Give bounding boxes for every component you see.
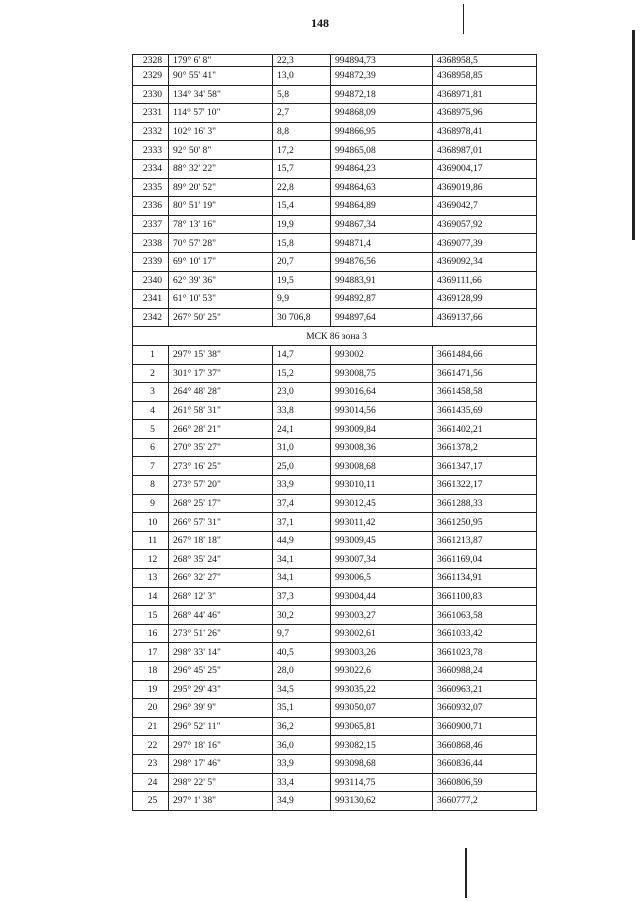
table-row [133, 122, 537, 141]
distance-cell: 15,2 [273, 364, 331, 383]
coord-y-cell: 3661033,42 [433, 624, 537, 643]
distance-cell: 15,7 [273, 159, 331, 178]
point-number-cell: 2337 [133, 215, 169, 234]
table-row [133, 141, 537, 160]
table-row [133, 197, 537, 216]
coord-y-cell: 3661322,17 [433, 476, 537, 495]
point-number-cell: 2334 [133, 159, 169, 178]
distance-cell: 20,7 [273, 252, 331, 271]
coordinates-table [132, 54, 537, 811]
table-row [133, 587, 537, 606]
coord-y-cell: 3661023,78 [433, 643, 537, 662]
coord-x-cell: 993016,64 [331, 383, 433, 402]
coord-y-cell: 3661288,33 [433, 494, 537, 513]
point-number-cell: 12 [133, 550, 169, 569]
distance-cell: 36,2 [273, 717, 331, 736]
distance-cell: 25,0 [273, 457, 331, 476]
coord-x-cell: 993009,45 [331, 531, 433, 550]
distance-cell: 33,4 [273, 773, 331, 792]
coord-x-cell: 993114,75 [331, 773, 433, 792]
bearing-cell: 266° 32' 27" [169, 569, 273, 588]
coord-x-cell: 994892,87 [331, 290, 433, 309]
bearing-cell: 90° 55' 41" [169, 67, 273, 86]
bearing-cell: 298° 22' 5" [169, 773, 273, 792]
point-number-cell: 2339 [133, 252, 169, 271]
coord-y-cell: 4369092,34 [433, 252, 537, 271]
coord-x-cell: 994897,64 [331, 308, 433, 327]
coord-x-cell: 993003,26 [331, 643, 433, 662]
distance-cell: 37,3 [273, 587, 331, 606]
bearing-cell: 268° 44' 46" [169, 606, 273, 625]
bearing-cell: 268° 35' 24" [169, 550, 273, 569]
coord-x-cell: 993008,36 [331, 438, 433, 457]
point-number-cell: 23 [133, 754, 169, 773]
coord-y-cell: 3660868,46 [433, 736, 537, 755]
distance-cell: 34,5 [273, 680, 331, 699]
point-number-cell: 17 [133, 643, 169, 662]
bearing-cell: 268° 25' 17" [169, 494, 273, 513]
point-number-cell: 20 [133, 699, 169, 718]
table-row [133, 159, 537, 178]
distance-cell: 30 706,8 [273, 308, 331, 327]
distance-cell: 9,9 [273, 290, 331, 309]
distance-cell: 33,8 [273, 401, 331, 420]
table-row [133, 773, 537, 792]
table-row [133, 550, 537, 569]
bearing-cell: 268° 12' 3" [169, 587, 273, 606]
distance-cell: 24,1 [273, 420, 331, 439]
point-number-cell: 2342 [133, 308, 169, 327]
coord-x-cell: 994864,89 [331, 197, 433, 216]
coord-y-cell: 4368987,01 [433, 141, 537, 160]
distance-cell: 35,1 [273, 699, 331, 718]
bearing-cell: 270° 35' 27" [169, 438, 273, 457]
distance-cell: 19,9 [273, 215, 331, 234]
bearing-cell: 134° 34' 58" [169, 85, 273, 104]
bearing-cell: 298° 33' 14" [169, 643, 273, 662]
coord-x-cell: 993006,5 [331, 569, 433, 588]
scan-mark-top-right [463, 4, 464, 34]
coord-x-cell: 993010,11 [331, 476, 433, 495]
distance-cell: 14,7 [273, 345, 331, 364]
scan-mark-bottom [465, 848, 467, 898]
point-number-cell: 24 [133, 773, 169, 792]
table-row [133, 271, 537, 290]
table-row [133, 662, 537, 681]
table-row [133, 252, 537, 271]
coord-y-cell: 4369004,17 [433, 159, 537, 178]
coord-x-cell: 993035,22 [331, 680, 433, 699]
bearing-cell: 297° 18' 16" [169, 736, 273, 755]
bearing-cell: 264° 48' 28" [169, 383, 273, 402]
coord-x-cell: 994868,09 [331, 104, 433, 123]
coord-y-cell: 3660932,07 [433, 699, 537, 718]
bearing-cell: 296° 39' 9" [169, 699, 273, 718]
coord-x-cell: 993012,45 [331, 494, 433, 513]
coord-x-cell: 993008,75 [331, 364, 433, 383]
point-number-cell: 15 [133, 606, 169, 625]
point-number-cell: 19 [133, 680, 169, 699]
point-number-cell: 25 [133, 792, 169, 811]
distance-cell: 37,1 [273, 513, 331, 532]
bearing-cell: 261° 58' 31" [169, 401, 273, 420]
coord-x-cell: 994866,95 [331, 122, 433, 141]
distance-cell: 30,2 [273, 606, 331, 625]
table-row [133, 401, 537, 420]
point-number-cell: 2333 [133, 141, 169, 160]
distance-cell: 15,8 [273, 234, 331, 253]
point-number-cell: 7 [133, 457, 169, 476]
coord-y-cell: 3661169,04 [433, 550, 537, 569]
table-row [133, 234, 537, 253]
point-number-cell: 16 [133, 624, 169, 643]
bearing-cell: 273° 16' 25" [169, 457, 273, 476]
coord-x-cell: 993011,42 [331, 513, 433, 532]
coord-y-cell: 4369057,92 [433, 215, 537, 234]
coord-x-cell: 993050,07 [331, 699, 433, 718]
table-row [133, 494, 537, 513]
table-row [133, 792, 537, 811]
point-number-cell: 14 [133, 587, 169, 606]
bearing-cell: 69° 10' 17" [169, 252, 273, 271]
table-row [133, 383, 537, 402]
bearing-cell: 88° 32' 22" [169, 159, 273, 178]
distance-cell: 5,8 [273, 85, 331, 104]
coord-y-cell: 3661484,66 [433, 345, 537, 364]
distance-cell: 13,0 [273, 67, 331, 86]
bearing-cell: 62° 39' 36" [169, 271, 273, 290]
bearing-cell: 297° 1' 38" [169, 792, 273, 811]
table-row [133, 457, 537, 476]
table-row [133, 513, 537, 532]
coord-y-cell: 3661250,95 [433, 513, 537, 532]
point-number-cell: 5 [133, 420, 169, 439]
distance-cell: 23,0 [273, 383, 331, 402]
bearing-cell: 80° 51' 19" [169, 197, 273, 216]
coord-y-cell: 4369128,99 [433, 290, 537, 309]
coord-x-cell: 993002 [331, 345, 433, 364]
point-number-cell: 18 [133, 662, 169, 681]
point-number-cell: 2341 [133, 290, 169, 309]
coord-x-cell: 993008,68 [331, 457, 433, 476]
table-row [133, 85, 537, 104]
distance-cell: 37,4 [273, 494, 331, 513]
coord-x-cell: 993009,84 [331, 420, 433, 439]
table-row [133, 531, 537, 550]
coord-y-cell: 4368971,81 [433, 85, 537, 104]
coord-y-cell: 3660900,71 [433, 717, 537, 736]
bearing-cell: 78° 13' 16" [169, 215, 273, 234]
coord-y-cell: 4369137,66 [433, 308, 537, 327]
coord-y-cell: 4369042,7 [433, 197, 537, 216]
point-number-cell: 13 [133, 569, 169, 588]
coord-y-cell: 3661402,21 [433, 420, 537, 439]
coord-x-cell: 993022,6 [331, 662, 433, 681]
distance-cell: 17,2 [273, 141, 331, 160]
point-number-cell: 8 [133, 476, 169, 495]
page-number: 148 [311, 16, 329, 30]
table-row [133, 624, 537, 643]
bearing-cell: 267° 18' 18" [169, 531, 273, 550]
coord-x-cell: 993130,62 [331, 792, 433, 811]
point-number-cell: 2 [133, 364, 169, 383]
coord-y-cell: 4369019,86 [433, 178, 537, 197]
coord-x-cell: 994864,23 [331, 159, 433, 178]
distance-cell: 9,7 [273, 624, 331, 643]
point-number-cell: 9 [133, 494, 169, 513]
point-number-cell: 22 [133, 736, 169, 755]
bearing-cell: 301° 17' 37" [169, 364, 273, 383]
coord-x-cell: 993002,61 [331, 624, 433, 643]
distance-cell: 44,9 [273, 531, 331, 550]
table-row [133, 104, 537, 123]
coord-y-cell: 4368958,85 [433, 67, 537, 86]
point-number-cell: 2330 [133, 85, 169, 104]
table-row [133, 569, 537, 588]
coord-y-cell: 3661458,58 [433, 383, 537, 402]
bearing-cell: 298° 17' 46" [169, 754, 273, 773]
table-row [133, 215, 537, 234]
table-row [133, 55, 537, 67]
table-row [133, 717, 537, 736]
table-row [133, 364, 537, 383]
point-number-cell: 2335 [133, 178, 169, 197]
distance-cell: 15,4 [273, 197, 331, 216]
coord-y-cell: 4368975,96 [433, 104, 537, 123]
table-row [133, 476, 537, 495]
coord-x-cell: 994872,18 [331, 85, 433, 104]
coord-x-cell: 994865,08 [331, 141, 433, 160]
distance-cell: 40,5 [273, 643, 331, 662]
coord-x-cell: 993003,27 [331, 606, 433, 625]
coord-y-cell: 3660988,24 [433, 662, 537, 681]
coord-x-cell: 993082,15 [331, 736, 433, 755]
bearing-cell: 267° 50' 25" [169, 308, 273, 327]
zone-label: МСК 86 зона 3 [133, 327, 537, 346]
point-number-cell: 2340 [133, 271, 169, 290]
coord-x-cell: 994864,63 [331, 178, 433, 197]
bearing-cell: 114° 57' 10" [169, 104, 273, 123]
coord-x-cell: 993098,68 [331, 754, 433, 773]
point-number-cell: 4 [133, 401, 169, 420]
bearing-cell: 297° 15' 38" [169, 345, 273, 364]
bearing-cell: 102° 16' 3" [169, 122, 273, 141]
bearing-cell: 92° 50' 8" [169, 141, 273, 160]
table-row [133, 67, 537, 86]
distance-cell: 33,9 [273, 476, 331, 495]
coord-y-cell: 4369111,66 [433, 271, 537, 290]
coord-x-cell: 993007,34 [331, 550, 433, 569]
coord-x-cell: 994883,91 [331, 271, 433, 290]
table-row [133, 290, 537, 309]
distance-cell: 34,1 [273, 569, 331, 588]
coord-y-cell: 3661063,58 [433, 606, 537, 625]
coord-y-cell: 3661347,17 [433, 457, 537, 476]
point-number-cell: 2336 [133, 197, 169, 216]
coord-y-cell: 3660806,59 [433, 773, 537, 792]
scan-mark-right-edge [632, 30, 635, 240]
coord-y-cell: 3661100,83 [433, 587, 537, 606]
bearing-cell: 266° 57' 31" [169, 513, 273, 532]
coord-y-cell: 3660836,44 [433, 754, 537, 773]
distance-cell: 28,0 [273, 662, 331, 681]
coord-y-cell: 3660777,2 [433, 792, 537, 811]
point-number-cell: 2338 [133, 234, 169, 253]
point-number-cell: 2332 [133, 122, 169, 141]
coord-x-cell: 993065,81 [331, 717, 433, 736]
coord-y-cell: 3661378,2 [433, 438, 537, 457]
distance-cell: 2,7 [273, 104, 331, 123]
coord-y-cell: 4368978,41 [433, 122, 537, 141]
point-number-cell: 6 [133, 438, 169, 457]
coord-x-cell: 993014,56 [331, 401, 433, 420]
bearing-cell: 70° 57' 28" [169, 234, 273, 253]
table-row [133, 606, 537, 625]
table-row [133, 643, 537, 662]
coord-y-cell: 3661134,91 [433, 569, 537, 588]
point-number-cell: 2331 [133, 104, 169, 123]
bearing-cell: 266° 28' 21" [169, 420, 273, 439]
coord-y-cell: 3661213,87 [433, 531, 537, 550]
table-row [133, 438, 537, 457]
point-number-cell: 2328 [133, 55, 169, 67]
distance-cell: 34,9 [273, 792, 331, 811]
bearing-cell: 273° 51' 26" [169, 624, 273, 643]
table-row [133, 736, 537, 755]
distance-cell: 33,9 [273, 754, 331, 773]
bearing-cell: 296° 45' 25" [169, 662, 273, 681]
coord-y-cell: 3660963,21 [433, 680, 537, 699]
distance-cell: 22,8 [273, 178, 331, 197]
distance-cell: 22,3 [273, 55, 331, 67]
coord-y-cell: 3661471,56 [433, 364, 537, 383]
table-row [133, 420, 537, 439]
bearing-cell: 296° 52' 11" [169, 717, 273, 736]
point-number-cell: 10 [133, 513, 169, 532]
bearing-cell: 295° 29' 43" [169, 680, 273, 699]
point-number-cell: 2329 [133, 67, 169, 86]
zone-header-row [133, 327, 537, 346]
bearing-cell: 273° 57' 20" [169, 476, 273, 495]
coord-y-cell: 4368958,5 [433, 55, 537, 67]
coord-x-cell: 994894,73 [331, 55, 433, 67]
table-row [133, 680, 537, 699]
coordinates-table-body [133, 55, 537, 811]
distance-cell: 31,0 [273, 438, 331, 457]
coord-x-cell: 994871,4 [331, 234, 433, 253]
distance-cell: 8,8 [273, 122, 331, 141]
point-number-cell: 11 [133, 531, 169, 550]
point-number-cell: 1 [133, 345, 169, 364]
point-number-cell: 21 [133, 717, 169, 736]
point-number-cell: 3 [133, 383, 169, 402]
coord-y-cell: 3661435,69 [433, 401, 537, 420]
coord-x-cell: 993004,44 [331, 587, 433, 606]
distance-cell: 36,0 [273, 736, 331, 755]
coord-y-cell: 4369077,39 [433, 234, 537, 253]
table-row [133, 754, 537, 773]
coord-x-cell: 994872,39 [331, 67, 433, 86]
coord-x-cell: 994876,56 [331, 252, 433, 271]
table-row [133, 345, 537, 364]
table-row [133, 308, 537, 327]
bearing-cell: 89° 20' 52" [169, 178, 273, 197]
distance-cell: 34,1 [273, 550, 331, 569]
coord-x-cell: 994867,34 [331, 215, 433, 234]
table-row [133, 178, 537, 197]
bearing-cell: 179° 6' 8" [169, 55, 273, 67]
distance-cell: 19,5 [273, 271, 331, 290]
bearing-cell: 61° 10' 53" [169, 290, 273, 309]
table-row [133, 699, 537, 718]
